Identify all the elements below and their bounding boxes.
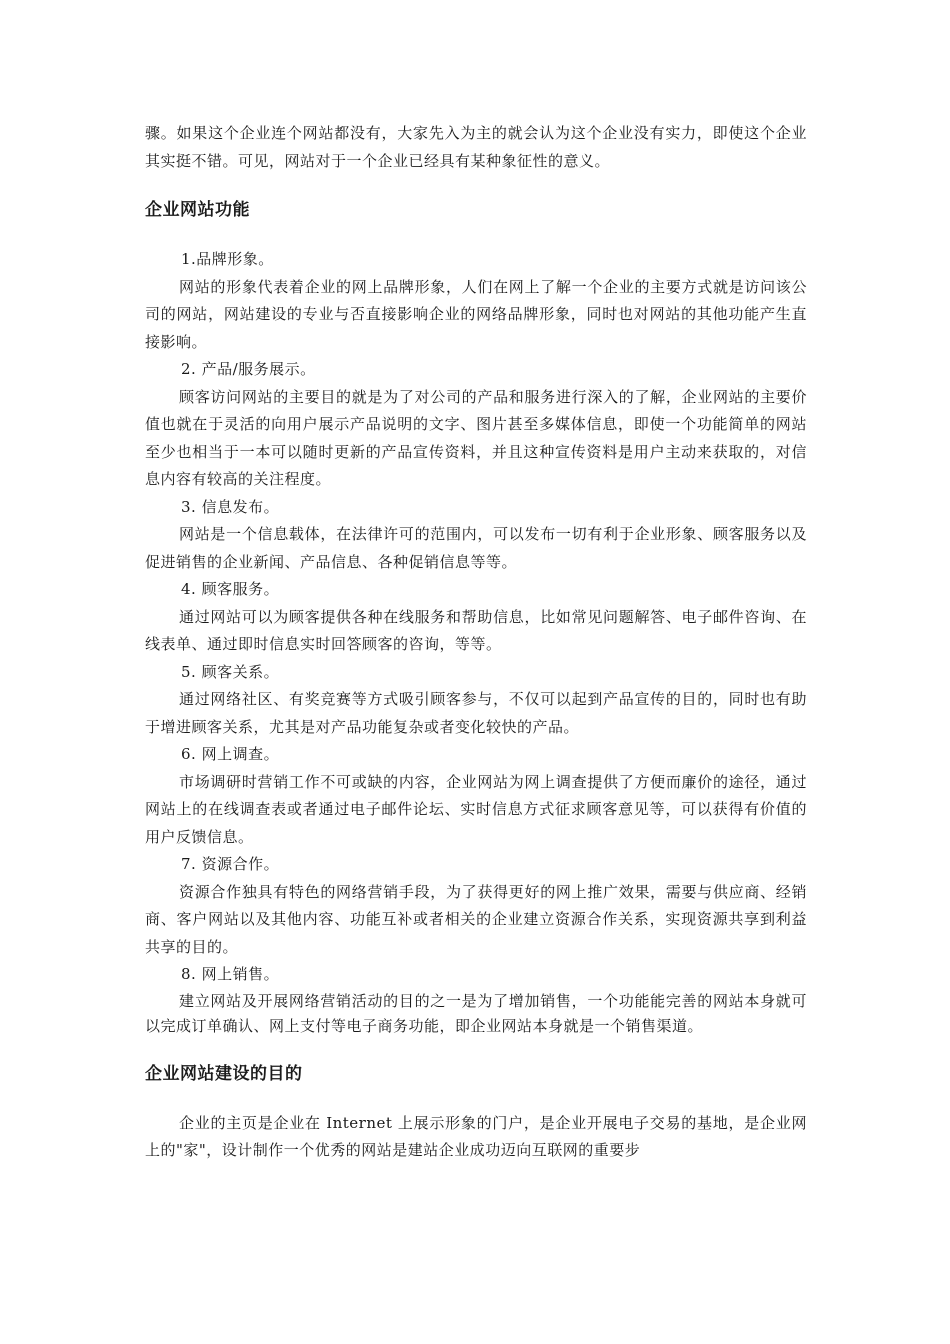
- item-body-cooperation: 资源合作独具有特色的网络营销手段，为了获得更好的网上推广效果，需要与供应商、经销商、客户网站以及其他内容、功能互补或者相关的企业建立资源合作关系，实现资源共享到利益共享的目的。: [145, 882, 807, 956]
- item-body-relations: 通过网络社区、有奖竞赛等方式吸引顾客参与，不仅可以起到产品宣传的目的，同时也有助于增进顾客关系，尤其是对产品功能复杂或者变化较快的产品。: [145, 690, 807, 736]
- item-body-info: 网站是一个信息载体，在法律许可的范围内，可以发布一切有利于企业形象、顾客服务以及促进销售的企业新闻、产品信息、各种促销信息等等。: [145, 525, 807, 571]
- item-body-survey: 市场调研时营销工作不可或缺的内容，企业网站为网上调查提供了方便而廉价的途径，通过网站上的在线调查表或者通过电子邮件论坛、实时信息方式征求顾客意见等，可以获得有价值的用户反馈信息。: [145, 772, 807, 846]
- item-title-survey: 6. 网上调查。: [181, 745, 280, 763]
- item-body-brand: 网站的形象代表着企业的网上品牌形象，人们在网上了解一个企业的主要方式就是访问该公司的网站，网站建设的专业与否直接影响企业的网络品牌形象，同时也对网站的其他功能产生直接影响。: [145, 277, 807, 351]
- item-title-info: 3. 信息发布。: [181, 497, 280, 516]
- item-title-brand: 1.品牌形象。: [181, 250, 274, 268]
- item-title-service: 4. 顾客服务。: [181, 580, 280, 598]
- item-title-cooperation: 7. 资源合作。: [181, 855, 280, 873]
- item-title-sales: 8. 网上销售。: [181, 965, 280, 983]
- item-body-products: 顾客访问网站的主要目的就是为了对公司的产品和服务进行深入的了解，企业网站的主要价值也就在于灵活的向用户展示产品说明的文字、图片甚至多媒体信息，即使一个功能简单的网站至少也相当于一本可以随时更新的产品宣传资料，并且这种宣传资料是用户主动来获取的，对信息内容有较高的关注程度。: [145, 387, 807, 488]
- section-heading-functions: 企业网站功能: [145, 200, 250, 220]
- purpose-paragraph: 企业的主页是企业在 Internet 上展示形象的门户，是企业开展电子交易的基地，是企业网上的"家"，设计制作一个优秀的网站是建站企业成功迈向互联网的重要步: [145, 1113, 807, 1159]
- intro-paragraph: 骤。如果这个企业连个网站都没有，大家先入为主的就会认为这个企业没有实力，即使这个企业其实挺不错。可见，网站对于一个企业已经具有某种象征性的意义。: [145, 124, 807, 170]
- document-page: [145, 120, 807, 1165]
- section-heading-purpose: 企业网站建设的目的: [145, 1063, 303, 1084]
- item-body-service: 通过网站可以为顾客提供各种在线服务和帮助信息，比如常见问题解答、电子邮件咨询、在线表单、通过即时信息实时回答顾客的咨询，等等。: [145, 607, 807, 653]
- item-title-relations: 5. 顾客关系。: [181, 662, 280, 681]
- function-list: [145, 246, 807, 1039]
- item-body-sales: 建立网站及开展网络营销活动的目的之一是为了增加销售，一个功能能完善的网站本身就可以完成订单确认、网上支付等电子商务功能，即企业网站本身就是一个销售渠道。: [145, 991, 807, 1035]
- item-title-products: 2. 产品/服务展示。: [181, 360, 316, 378]
